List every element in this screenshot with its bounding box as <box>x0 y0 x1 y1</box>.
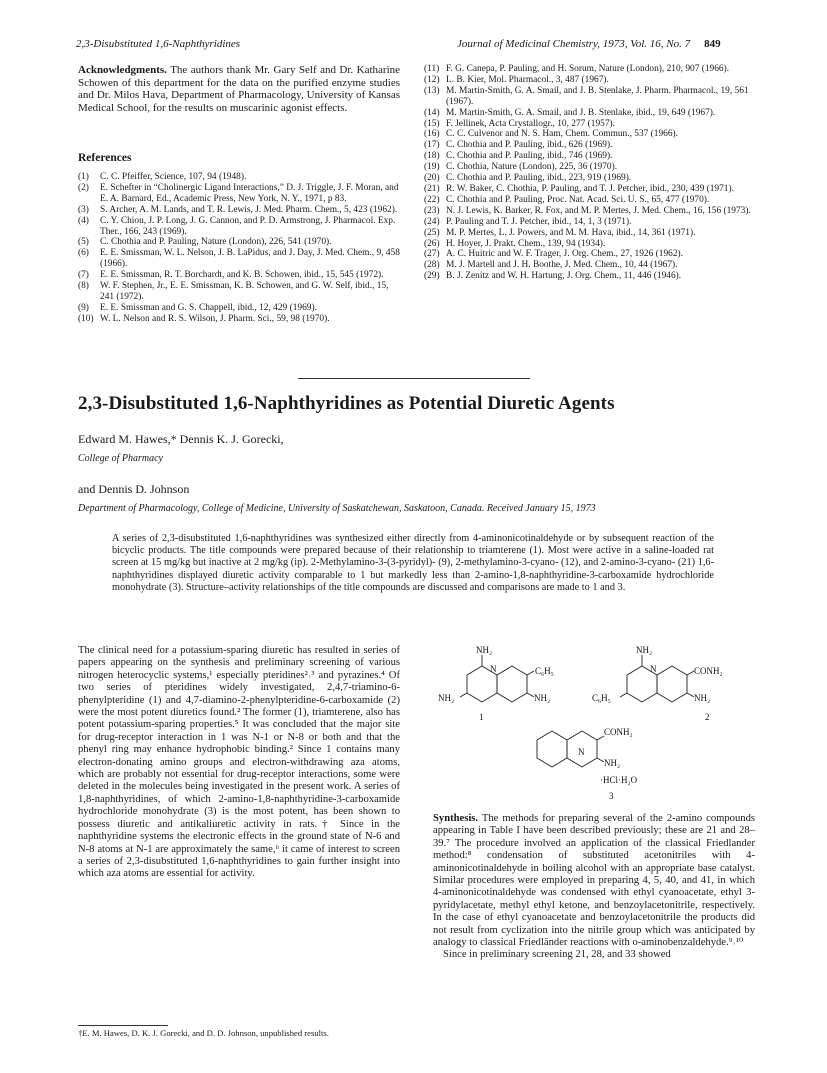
reference-number: (12) <box>424 74 440 85</box>
reference-number: (22) <box>424 194 440 205</box>
body-text-right <box>433 813 755 962</box>
reference-number: (25) <box>424 227 440 238</box>
s3-nh2: NH₂ <box>604 758 621 768</box>
reference-number: (29) <box>424 271 440 282</box>
acknowledgments-text: The authors thank Mr. Gary Self and Dr. Katharine Schowen of this department for the data on the purified enzyme studies and Dr. Milos Hava, Department of Pharmacology, University of Kansas Medical School, for the results on muscarinic agonist effects. <box>78 64 401 114</box>
reference-item <box>78 172 400 183</box>
reference-item <box>424 271 754 282</box>
reference-number: (6) <box>78 248 89 259</box>
reference-text: W. L. Nelson and R. S. Wilson, J. Pharm. Sci., 59, 98 (1970). <box>100 313 330 324</box>
reference-item <box>424 64 754 75</box>
running-header-right <box>457 38 721 50</box>
reference-item <box>78 270 400 281</box>
reference-text: F. Jellinek, Acta Crystallogr., 10, 277 (1957). <box>446 118 616 129</box>
reference-item <box>424 184 754 195</box>
reference-item <box>424 217 754 228</box>
reference-text: M. Martin-Smith, G. A. Smail, and J. B. Stenlake, ibid., 19, 649 (1967). <box>446 107 716 118</box>
reference-text: H. Hoyer, J. Prakt. Chem., 139, 94 (1934). <box>446 238 606 249</box>
reference-number: (11) <box>424 64 440 74</box>
reference-text: M. Martin-Smith, G. A. Smail, and J. B. Stenlake, J. Pharm. Pharmacol., 19, 561 (1967). <box>446 85 749 107</box>
reference-item <box>424 140 754 151</box>
s2-carboxamide: CONH₂ <box>694 666 723 676</box>
reference-text: C. Chothia and P. Pauling, ibid., 626 (1969). <box>446 140 613 151</box>
reference-number: (15) <box>424 118 440 129</box>
reference-text: E. E. Smissman and G. S. Chappell, ibid., 12, 429 (1969). <box>100 302 317 313</box>
reference-text: C. Y. Chiou, J. P. Long, J. G. Cannon, and P. D. Armstrong, J. Pharmacol. Exp. Ther., 166, 243 (1969). <box>100 215 396 237</box>
affiliation-2: Department of Pharmacology, College of Medicine, University of Saskatchewan, Saskatoon, Canada. Received January 15, 1973 <box>78 503 596 514</box>
reference-number: (17) <box>424 140 440 151</box>
reference-item <box>424 108 754 119</box>
reference-text: M. P. Mertes, L. J. Powers, and M. M. Hava, ibid., 14, 361 (1971). <box>446 227 696 238</box>
authors-line-2: and Dennis D. Johnson <box>78 482 190 496</box>
reference-number: (2) <box>78 182 89 193</box>
reference-number: (13) <box>424 85 440 96</box>
reference-number: (8) <box>78 281 89 292</box>
reference-number: (1) <box>78 172 89 182</box>
s2-label: 2 <box>705 712 710 722</box>
structures-figure <box>430 643 760 803</box>
reference-text: E. E. Smissman, R. T. Borchardt, and K. B. Schowen, ibid., 15, 545 (1972). <box>100 270 384 281</box>
reference-number: (16) <box>424 129 440 140</box>
s2-n-label: N <box>650 664 657 674</box>
reference-item <box>78 237 400 248</box>
footnote-rule <box>78 1025 168 1026</box>
reference-number: (3) <box>78 204 89 215</box>
reference-text: C. C. Pfeiffer, Science, 107, 94 (1948). <box>100 172 247 182</box>
reference-text: P. Pauling and T. J. Petcher, ibid., 14, 1, 3 (1971). <box>446 216 632 227</box>
reference-item <box>78 183 400 205</box>
running-header-left: 2,3-Disubstituted 1,6-Naphthyridines <box>76 38 241 50</box>
reference-number: (28) <box>424 260 440 271</box>
acknowledgments-label: Acknowledgments. <box>78 64 167 76</box>
reference-item <box>424 173 754 184</box>
s1-label: 1 <box>479 712 484 722</box>
journal-citation: Journal of Medicinal Chemistry, 1973, Vol. 16, No. 7 <box>457 38 691 50</box>
references-heading: References <box>78 152 132 164</box>
reference-item <box>78 248 400 270</box>
reference-number: (10) <box>78 313 94 324</box>
reference-text: W. F. Stephen, Jr., E. E. Smissman, K. B. Schowen, and G. W. Self, ibid., 15, 241 (1972). <box>100 281 389 302</box>
reference-text: R. W. Baker, C. Chothia, P. Pauling, and T. J. Petcher, ibid., 230, 439 (1971). <box>446 183 734 194</box>
s2-nh2-top: NH₂ <box>636 645 653 655</box>
reference-text: C. Chothia, Nature (London), 225, 36 (1970). <box>446 162 618 173</box>
reference-text: F. G. Canepa, P. Pauling, and H. Sorum, Nature (London), 210, 907 (1966). <box>446 64 730 74</box>
reference-item <box>424 75 754 86</box>
s1-nh2-right: NH₂ <box>534 693 551 703</box>
reference-number: (9) <box>78 302 89 313</box>
reference-text: B. J. Zenitz and W. H. Hartung, J. Org. Chem., 11, 446 (1946). <box>446 271 682 282</box>
reference-item <box>424 151 754 162</box>
s1-n-label: N <box>490 664 497 674</box>
references-list-right <box>424 64 754 282</box>
s1-nh2-top: NH₂ <box>476 645 493 655</box>
reference-text: E. E. Smissman, W. L. Nelson, J. B. LaPidus, and J. Day, J. Med. Chem., 9, 458 (1966). <box>100 248 400 270</box>
s3-n-label: N <box>578 747 585 757</box>
reference-item <box>424 228 754 239</box>
reference-number: (23) <box>424 205 440 216</box>
reference-item <box>78 281 400 303</box>
chemical-structures <box>430 643 760 803</box>
abstract: A series of 2,3-disubstituted 1,6-naphthyridines was synthesized either directly from 4-aminonicotinaldehyde or by subsequent reaction of the bicyclic products. The title compounds were prepared because of their relationship to triamterene (1). Most were active in a saline-loaded rat screen at 15 mg/kg but inactive at 2 mg/kg (ip). 2-Methylamino-3-(3-pyridyl)- (9), 2-methylamino-3-cyano- (12), and 2-amino-3-cyano- (21) 1,6-naphthyridines displayed diuretic activity comparable to 1 but markedly less than 2-amino-1,8-naphthyridine-3-carboxamide hydrochloride monohydrate (3). Structure–activity relationships of the title compounds are discussed and comparisons are made to 1 and 3. <box>112 533 714 593</box>
article-divider <box>298 378 530 379</box>
reference-text: C. C. Culvenor and N. S. Ham, Chem. Commun., 537 (1966). <box>446 129 679 140</box>
reference-text: L. B. Kier, Mol. Pharmacol., 3, 487 (1967). <box>446 74 609 85</box>
reference-item <box>78 303 400 314</box>
reference-number: (14) <box>424 107 440 118</box>
synthesis-text: The methods for preparing several of the 2-amino compounds appearing in Table I have been described previously; these are 21 and 28–39.⁷ The procedure involved an application of the classical Friedlander method:⁸ condensation of substituted acetonitriles with 4-aminonicotinaldehyde in boiling alcohol with an appropriate base catalyst. Similar procedures were employed in preparing 4, 5, 40, and 41, in which 4-aminonicotinaldehyde was condensed with ethyl cyanoacetate, ethyl 3-pyridylacetate, methyl ethyl ketone, and benzoylacetonitrile, respectively. In the case of ethyl cyanoacetate and benzoylacetonitrile the products did not result from cyclization into the nitrile group which was anticipated by analogy to classical Friedländer reactions with o-aminobenzaldehyde.⁹˒¹⁰ <box>433 813 755 949</box>
reference-number: (5) <box>78 237 89 248</box>
reference-text: M. J. Martell and J. H. Boothe, J. Med. Chem., 10, 44 (1967). <box>446 260 678 271</box>
reference-number: (19) <box>424 162 440 173</box>
reference-number: (4) <box>78 215 89 226</box>
s3-label: 3 <box>609 791 614 801</box>
s2-nh2-right: NH₂ <box>694 693 711 703</box>
page-number: 849 <box>704 38 721 50</box>
s1-phenyl: C₆H₅ <box>535 666 554 676</box>
reference-number: (27) <box>424 249 440 260</box>
reference-text: C. Chothia and P. Pauling, ibid., 746 (1969). <box>446 151 613 162</box>
reference-number: (24) <box>424 216 440 227</box>
reference-text: C. Chothia and P. Pauling, Nature (London), 226, 541 (1970). <box>100 237 332 248</box>
reference-number: (18) <box>424 151 440 162</box>
reference-text: N. J. Lewis, K. Barker, R. Fox, and M. P. Mertes, J. Med. Chem., 16, 156 (1973). <box>446 205 751 216</box>
references-list-left <box>78 172 400 325</box>
reference-text: E. Schefter in “Cholinergic Ligand Interactions,” D. J. Triggle, J. F. Moran, and E. A. Barnard, Ed., Academic Press, New York, N. Y., 1971, p 83. <box>100 182 399 204</box>
reference-item <box>424 195 754 206</box>
acknowledgments <box>78 64 400 114</box>
s3-carboxamide: CONH₂ <box>604 727 633 737</box>
reference-text: S. Archer, A. M. Lands, and T. R. Lewis, J. Med. Pharm. Chem., 5, 423 (1962). <box>100 204 398 215</box>
s3-salt: ·HCl·H₂O <box>600 775 638 785</box>
footnote: †E. M. Hawes, D. K. J. Gorecki, and D. D. Johnson, unpublished results. <box>78 1028 329 1038</box>
affiliation-1: College of Pharmacy <box>78 453 163 464</box>
reference-item <box>424 86 754 108</box>
reference-item <box>78 314 400 325</box>
s2-phenyl: C₆H₅ <box>592 693 611 703</box>
reference-item <box>424 249 754 260</box>
authors-line-1: Edward M. Hawes,* Dennis K. J. Gorecki, <box>78 432 284 446</box>
body-text-left: The clinical need for a potassium-sparing diuretic has resulted in series of papers appearing on the synthesis and preliminary screening of various nitrogen heterocyclic systems,¹ especially pteridines²˒³ and pyrazines.⁴ Of two series of pteridines widely investigated, 2,4,7-triamino-6-phenylpteridine (1) and 4,7-diamino-2-phenylpteridine-6-carboxamide (2) were the most potent diuretics found.² The former (1), triamterene, also has potent potassium-sparing properties.⁵ It was concluded that the major site for drug-receptor interaction in 1 was N-1 or N-8 or both and that the phenyl ring may enhance hydrophobic binding.² Since 1 contains many electron-donating amino groups and electron-withdrawing aza atoms, which are probably not essential for drug-receptor interactions, some were deleted in the molecules being investigated in the present work. A series of 1,8-naphthyridines, of which 2-amino-1,8-naphthyridine-3-carboxamide hydrochloride monohydrate (3) is the most potent, has been shown to possess diuretic and antikaliuretic activity in rats.† Since in the naphthyridine systems the electronic effects in the ground state of N-6 and N-8 atoms at N-1 are approximately the same,⁶ it came of interest to screen a series of 2,3-disubstituted 1,6-naphthyridines to gain further insight into which aza atoms are essential for activity. <box>78 645 400 880</box>
reference-item <box>424 206 754 217</box>
reference-text: C. Chothia and P. Pauling, ibid., 223, 919 (1969). <box>446 173 632 184</box>
synthesis-last-line: Since in preliminary screening 21, 28, and 33 showed <box>443 949 671 961</box>
reference-text: A. C. Huitric and W. F. Trager, J. Org. Chem., 27, 1926 (1962). <box>446 249 683 260</box>
reference-item <box>424 129 754 140</box>
synthesis-heading: Synthesis. <box>433 813 479 824</box>
reference-item <box>78 216 400 238</box>
article-title: 2,3-Disubstituted 1,6-Naphthyridines as Potential Diuretic Agents <box>78 393 615 414</box>
reference-text: C. Chothia and P. Pauling, Proc. Nat. Acad. Sci. U. S., 65, 477 (1970). <box>446 194 710 205</box>
reference-number: (26) <box>424 238 440 249</box>
reference-number: (20) <box>424 173 440 184</box>
s1-nh2-left: NH₂ <box>438 693 455 703</box>
reference-number: (7) <box>78 270 89 281</box>
reference-item <box>424 162 754 173</box>
reference-item <box>424 239 754 250</box>
reference-item <box>78 205 400 216</box>
reference-item <box>424 260 754 271</box>
reference-item <box>424 119 754 130</box>
reference-number: (21) <box>424 183 440 194</box>
